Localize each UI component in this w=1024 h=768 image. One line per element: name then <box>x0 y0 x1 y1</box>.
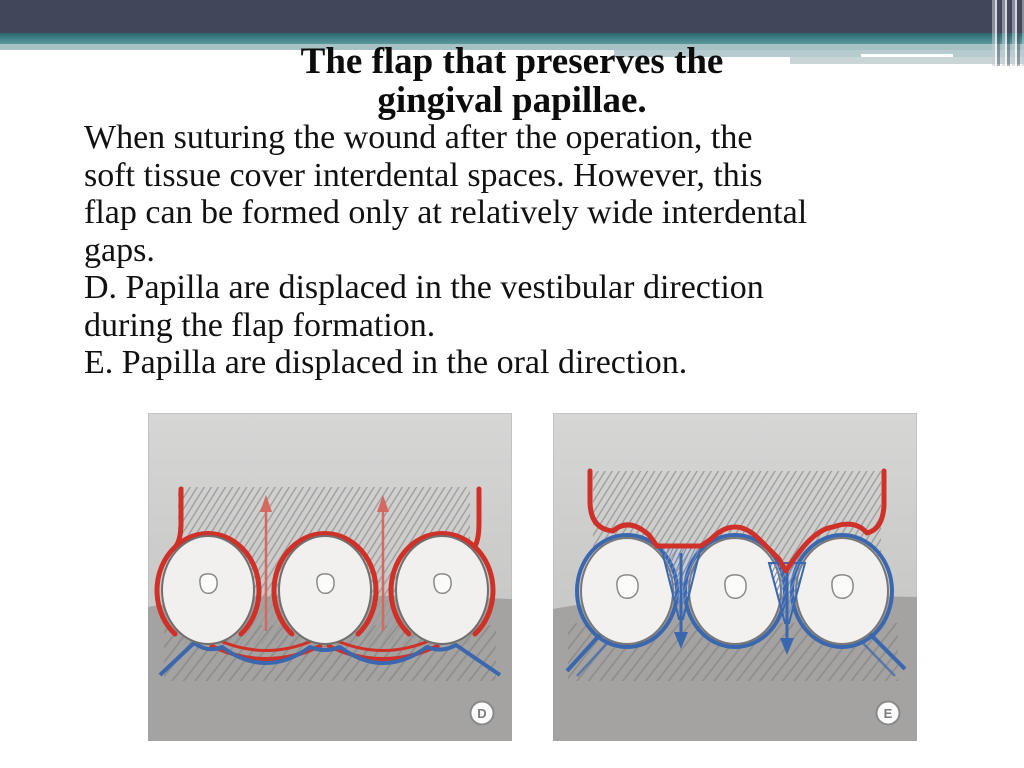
figure-d-label-letter: D <box>477 706 487 721</box>
body-line: soft tissue cover interdental spaces. However, this <box>84 156 763 194</box>
slide-title <box>0 42 1024 120</box>
slide-title-line-1: The flap that preserves the <box>300 41 724 82</box>
figure-e-label-letter: E <box>883 706 893 721</box>
slide-body-text <box>84 119 994 382</box>
figure-e-teeth <box>581 538 888 644</box>
body-line: E. Papilla are displaced in the oral direction. <box>84 344 688 381</box>
figure-d-diagram <box>148 413 512 741</box>
body-line: When suturing the wound after the operation, the <box>84 119 753 156</box>
body-line: gaps. <box>84 231 155 269</box>
slide-title-line-2: gingival papillae. <box>377 80 647 121</box>
figure-d-teeth <box>162 536 488 644</box>
body-line: flap can be formed only at relatively wide interdental <box>84 194 808 231</box>
body-line: D. Papilla are displaced in the vestibular direction <box>84 269 764 306</box>
body-line: during the flap formation. <box>84 306 436 344</box>
header-dark-band <box>0 0 1024 33</box>
figure-e-diagram <box>553 413 917 741</box>
figure-d-label <box>471 702 494 725</box>
figure-e-label <box>877 702 900 725</box>
